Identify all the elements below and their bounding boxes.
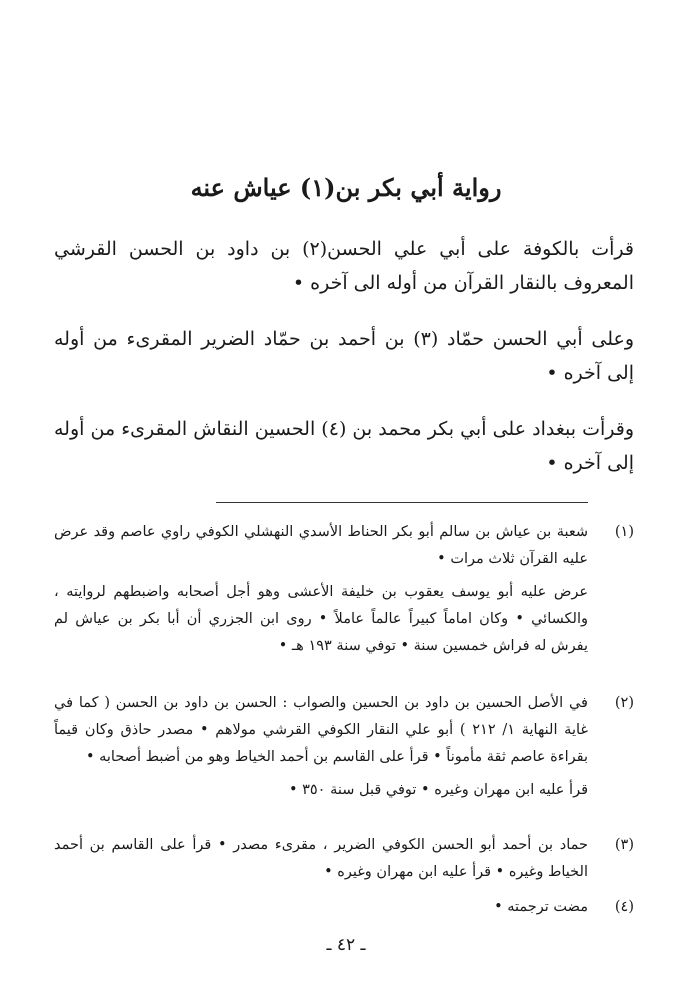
footnote-1 bbox=[54, 519, 634, 660]
footnote-3 bbox=[54, 832, 634, 886]
section-title: رواية أبي بكر بن(١) عياش عنه bbox=[190, 173, 502, 202]
paragraph-baghdad: وقرأت ببغداد على أبي بكر محمد بن (٤) الحسين النقاش المقرىء من أوله إلى آخره • bbox=[54, 418, 634, 474]
footnote-text: قرأ عليه ابن مهران وغيره • توفي قبل سنة ٣٥٠ • bbox=[288, 782, 588, 798]
paragraph-kufa: قرأت بالكوفة على أبي علي الحسن(٢) بن داود بن الحسن القرشي المعروف بالنقار القرآن من أوله الى آخره • bbox=[54, 238, 634, 294]
footnote-separator bbox=[216, 502, 588, 503]
footnote-text: في الأصل الحسين بن داود بن الحسين والصواب : الحسن بن داود بن الحسن ( كما في غاية النهاية ١/ ٢١٢ ) أبو علي النقار الكوفي القرشي مولاهم • مصدر حاذق وكان قيماً بقراءة عاصم ثقة مأموناً • قرأ على القاسم بن أحمد الخياط وهو من أضبط أصحابه • bbox=[54, 695, 588, 765]
footnote-text: مضت ترجمته • bbox=[494, 899, 588, 915]
footnote-number: (٣) bbox=[614, 837, 634, 853]
footnote-number: (٢) bbox=[614, 695, 634, 711]
footnote-4 bbox=[54, 894, 634, 921]
footnote-number: (١) bbox=[614, 524, 634, 540]
paragraph-hammad: وعلى أبي الحسن حمّاد (٣) بن أحمد بن حمّاد الضرير المقرىء من أوله إلى آخره • bbox=[54, 328, 635, 384]
footnote-text: عرض عليه أبو يوسف يعقوب بن خليفة الأعشى وهو أجل أصحابه واضبطهم لروايته ، والكسائي • وكان اماماً كبيراً عالماً عاملاً • روى ابن الجزري أن أبا بكر بن عياش لم يفرش له فراش خمسين سنة • توفي سنة ١٩٣ هـ • bbox=[54, 584, 588, 654]
footnote-text: شعبة بن عياش بن سالم أبو بكر الحناط الأسدي النهشلي الكوفي راوي عاصم وقد عرض عليه القرآن ثلاث مرات • bbox=[54, 524, 588, 567]
footnote-text: حماد بن أحمد أبو الحسن الكوفي الضرير ، مقرىء مصدر • قرأ على القاسم بن أحمد الخياط وغيره • قرأ عليه ابن مهران وغيره • bbox=[54, 837, 588, 880]
footnote-2 bbox=[54, 690, 634, 804]
footnote-number: (٤) bbox=[614, 899, 634, 915]
page-number: ـ ٤٢ ـ bbox=[326, 935, 366, 955]
